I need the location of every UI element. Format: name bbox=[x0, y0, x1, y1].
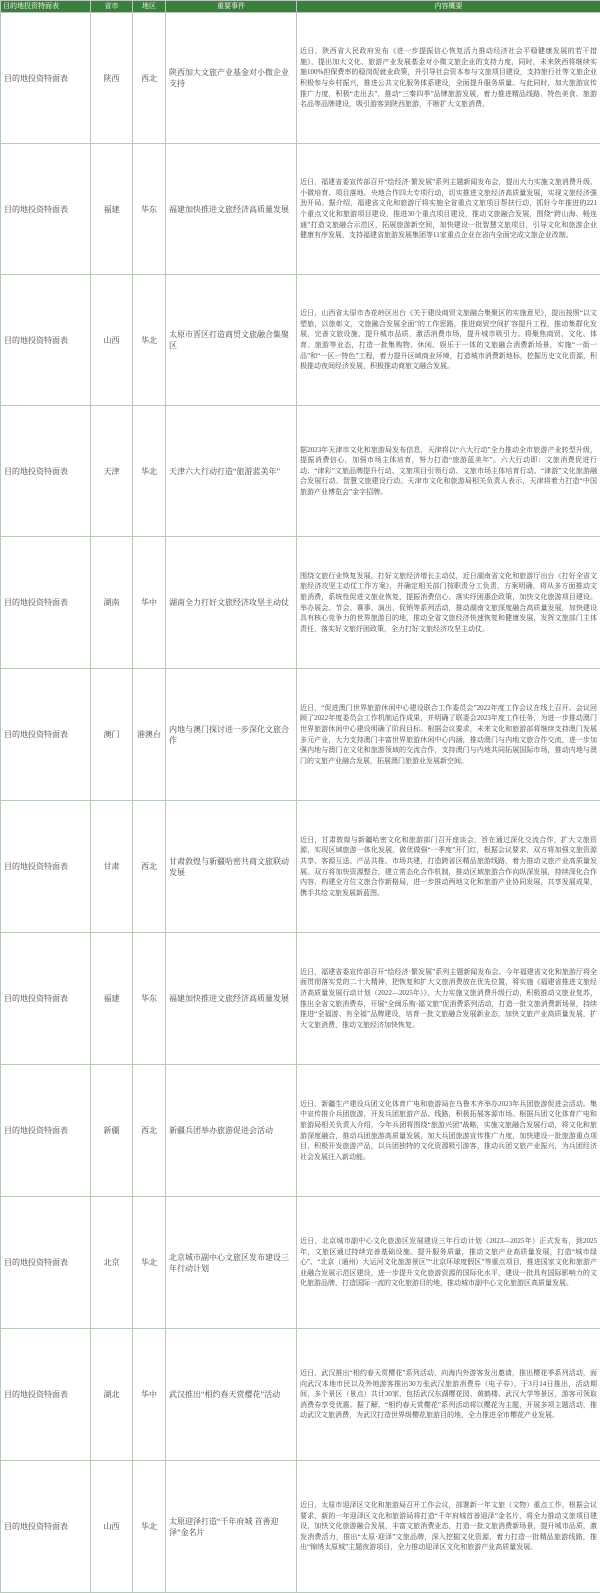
cell-province: 山西 bbox=[91, 275, 133, 406]
cell-type: 目的地投资特面表 bbox=[1, 669, 91, 801]
cell-type: 目的地投资特面表 bbox=[1, 144, 91, 275]
table-row bbox=[1, 1065, 600, 1197]
table-row bbox=[1, 144, 600, 275]
cell-event: 天津六大行动打造“旅游蓝美年” bbox=[166, 406, 297, 537]
cell-region: 华东 bbox=[133, 933, 166, 1065]
cell-province: 山西 bbox=[91, 1461, 133, 1593]
header-region: 地区 bbox=[133, 1, 166, 13]
cell-type: 目的地投资特面表 bbox=[1, 537, 91, 669]
header-summary: 内容概要 bbox=[297, 1, 600, 13]
cell-event: 太原市晋区打造商贸文旅融合集聚区 bbox=[166, 275, 297, 406]
cell-event: 北京城市副中心文旅区发布建设三年行动计划 bbox=[166, 1197, 297, 1329]
cell-province: 湖南 bbox=[91, 537, 133, 669]
cell-summary: 近日，陕西省人民政府发布《进一步提振信心恢复活力推动经济社会平稳健康发展的若干措施》，提出加大文化、旅游产业发展基金对小微文旅企业的支持力度，同时，未来陕西将继续实施100%担保费率的稳岗促就业政策，并引导社会资本参与文旅项目建设，支持旅行社等文旅企业积极参与乡村振兴，推进公共文化服务体系建设，全面提升服务质量。与此同时，加大旅游宣传推广力度，积极“走出去”，推动“三秦四季”品牌旅游发展，着力推进精品线路、特色美食、旅游名品等品牌建设，吸引游客到陕西旅游，不断扩大文旅消费。 bbox=[297, 13, 600, 144]
cell-region: 西北 bbox=[133, 801, 166, 933]
cell-type: 目的地投资特面表 bbox=[1, 13, 91, 144]
cell-type: 目的地投资特面表 bbox=[1, 1065, 91, 1197]
table-row bbox=[1, 1197, 600, 1329]
table-row bbox=[1, 13, 600, 144]
cell-province: 福建 bbox=[91, 144, 133, 275]
cell-summary: 近日，新疆生产建设兵团文化体育广电和旅游局在乌鲁木齐举办2023年兵团旅游促进会活动。集中宣传推介兵团旅游，开发兵团旅游产品、线路，积极拓展客源市场。根据兵团文化体育广电和旅游局相关负责人介绍，今年兵团将围绕“旅游兴团”战略，实施文旅融合发展行动，将文化和旅游深度融合，推动兵团旅游高质量发展，加大兵团旅游宣传推广力度，加快建设一批旅游重点项目，积极开发旅游产品，以兵团独特的文化资源吸引游客，推动兵团文旅产业振兴，为兵团经济社会发展注入新动能。 bbox=[297, 1065, 600, 1197]
cell-summary: 近日，山西省太原市杏花岭区出台《关于建设商贸文旅融合集聚区的实施意见》，提出按照“以文塑旅，以旅彰文，文旅融合发展全面”的工作思路，推进商贸空间扩容提升工程，推动集群化发展，完善文旅设施，提升城市品质，激活消费市场，提升城市吸引力。将聚焦商贸、文化、体育、旅游等业态，打造一批集购物、休闲、娱乐于一体的文旅融合消费新场景，实施“一街一品”和“一区一特色”工程，着力提升区域商业环境，打造城市消费新地标，挖掘历史文化资源，积极推动夜间经济发展，积极推动商旅文融合发展。 bbox=[297, 275, 600, 406]
table-header bbox=[1, 1, 600, 13]
cell-region: 华东 bbox=[133, 144, 166, 275]
header-type: 目的地投资特面表 bbox=[1, 1, 91, 13]
cell-event: 福建加快推进文旅经济高质量发展 bbox=[166, 933, 297, 1065]
cell-summary: 近日，福建省委宣传部召开“绘经济·繁发展”系列主题新闻发布会，提出大力实施文旅消费升级、小微培育、项目落地、央地合作四大专项行动，切实推进文旅经济高质量发展，实现文旅经济强劲开局。据介绍，福建省文化和旅游厅将实施全省重点文旅项目帮扶行动，抓好今年推进的221个重点文化和旅游项目建设，推进30个重点项目建设，推动文旅融合发展，围绕“跨山海、畅连通”打造文旅融合示范区，拓展旅游新空间，加快建设一批智慧文旅项目，引导文化和旅游企业健康有序发展，支持福建省旅游发展集团等11家重点企业在省内全面完成文旅企业改制。 bbox=[297, 144, 600, 275]
cell-type: 目的地投资特面表 bbox=[1, 406, 91, 537]
cell-region: 港澳台 bbox=[133, 669, 166, 801]
table-row bbox=[1, 1461, 600, 1593]
cell-province: 天津 bbox=[91, 406, 133, 537]
cell-event: 福建加快推进文旅经济高质量发展 bbox=[166, 144, 297, 275]
cell-region: 西北 bbox=[133, 13, 166, 144]
cell-summary: 围绕文旅行业恢复发展，打好文旅经济增长主动仗，近日湖南省文化和旅游厅出台《打好全省文旅经济攻坚主动仗工作方案》，并确定相关部门按职责分工负责，方案明确，将从多方面推动文旅消费，系统性促进文旅业恢复，提振消费信心，落实纾困惠企政策，加快文化旅游项目建设。举办展会、节会、赛事、演出、促销等系列活动，推动湖南文旅深度融合高质量发展，加快建设具有核心竞争力的世界旅游目的地，推动全省文旅经济快速恢复和健康发展，发挥文旅部门主体责任，落实好文旅纾困政策，全力打好文旅经济攻坚主动仗。 bbox=[297, 537, 600, 669]
cell-type: 目的地投资特面表 bbox=[1, 1461, 91, 1593]
table-row bbox=[1, 801, 600, 933]
table-row bbox=[1, 537, 600, 669]
cell-region: 西北 bbox=[133, 1065, 166, 1197]
cell-event: 新疆兵团举办旅游促进会活动 bbox=[166, 1065, 297, 1197]
cell-summary: 近日，甘肃敦煌与新疆哈密文化和旅游部门召开座谈会，旨在通过深化交流合作，扩大文旅资源，实现区域旅游一体化发展，做优做强“一季度”开门红，根据会议要求，双方将加强文旅资源共享、客源互送、产品共推、市场共建，打造跨省区精品旅游线路，着力推动文旅产业高质量发展。双方将加快资源整合，建立常态化合作机制，推动区域旅游合作向纵深发展，持续深化合作内容，构建全方位文旅合作新格局，进一步推动两地文化和旅游产业协同发展，共享发展成果，携手共绘文旅发展新蓝图。 bbox=[297, 801, 600, 933]
cell-event: 武汉推出“相约春天赏樱花”活动 bbox=[166, 1329, 297, 1461]
cell-province: 北京 bbox=[91, 1197, 133, 1329]
cell-region: 华北 bbox=[133, 406, 166, 537]
cell-summary: 近日，“促进澳门世界旅游休闲中心建设联合工作委员会”2022年度工作会议在线上召开。会议回顾了2022年度委员会工作机制运作成果，并明确了联委会2023年度工作任务，为进一步推动澳门世界旅游休闲中心建设明确了阶段目标。根据会议要求，未来文化和旅游部将继续支持澳门发展多元产业，大力支持澳门丰富世界旅游休闲中心内涵，推动澳门与内地文旅合作交流，进一步加强内地与澳门在文化和旅游领域的交流合作，支持澳门与内地共同拓展国际市场，推动内地与澳门的文旅产业融合发展，拓展澳门旅游业发展新空间。 bbox=[297, 669, 600, 801]
cell-type: 目的地投资特面表 bbox=[1, 1197, 91, 1329]
table-row bbox=[1, 933, 600, 1065]
header-event: 重要事件 bbox=[166, 1, 297, 13]
cell-summary: 近日，太原市迎泽区文化和旅游局召开工作会议，部署新一年文旅（文物）重点工作，根据会议要求，新的一年迎泽区文化和旅游局将打造“千年府城首善迎泽”金名片，将全力推动文旅项目建设，加快文化旅游融合发展，丰富文旅消费业态，打造一批文旅消费新场景，提升城市品质，激发消费活力，推出“太原·迎泽”文旅品牌，深入挖掘文化资源，着力打造一批精品旅游线路，推出“锦绣太原城”主题夜游项目，全力推动迎泽区文化和旅游产业高质量发展。 bbox=[297, 1461, 600, 1593]
cell-province: 陕西 bbox=[91, 13, 133, 144]
table-row bbox=[1, 275, 600, 406]
header-province: 省市 bbox=[91, 1, 133, 13]
cell-region: 华北 bbox=[133, 1461, 166, 1593]
cell-event: 内地与澳门探讨进一步深化文旅合作 bbox=[166, 669, 297, 801]
cell-province: 甘肃 bbox=[91, 801, 133, 933]
cell-province: 新疆 bbox=[91, 1065, 133, 1197]
cell-region: 华中 bbox=[133, 1329, 166, 1461]
cell-type: 目的地投资特面表 bbox=[1, 275, 91, 406]
cell-event: 陕西加大文旅产业基金对小微企业支持 bbox=[166, 13, 297, 144]
cell-region: 华中 bbox=[133, 537, 166, 669]
cell-province: 澳门 bbox=[91, 669, 133, 801]
table-row bbox=[1, 406, 600, 537]
cell-region: 华北 bbox=[133, 1197, 166, 1329]
table-row bbox=[1, 669, 600, 801]
cell-summary: 近日，福建省委宣传部召开“绘经济·繁发展”系列主题新闻发布会。今年福建省文化和旅游厅将全面贯彻落实党的二十大精神，把恢复和扩大文旅消费放在优先位置，将实施《福建省推进文旅经济高质量发展行动计划（2022—2025年）》，大力实施文旅消费升级行动，积极推动文旅业复苏，推出全省文旅消费券，开展“全闽乐购·福文旅”促消费系列活动，打造一批文旅消费新场景，持续推进“全福游、有全福”品牌建设，培育一批文旅融合发展新业态，加快文旅产业高质量发展，扩大文旅消费，推动文旅经济加快恢复。 bbox=[297, 933, 600, 1065]
cell-summary: 近日，北京城市副中心文化旅游区发展建设三年行动计划（2023—2025年）正式发布，到2025年，文旅区通过持续完善基础设施、提升服务质量，推动文旅产业高质量发展，打造“城市绿心”、“北京（通州）大运河文化旅游景区”“北京环球度假区”等重点项目，推进国家文化和旅游产业融合发展示范区建设，进一步提升文化旅游资源的国际化水平，建设一批具有国际影响力的文化旅游品牌，打造国际一流的文化旅游目的地，推动城市副中心文化旅游区高质量发展。 bbox=[297, 1197, 600, 1329]
cell-province: 湖北 bbox=[91, 1329, 133, 1461]
table-row bbox=[1, 1329, 600, 1461]
cell-event: 太原迎泽打造“千年府城 首善迎泽”金名片 bbox=[166, 1461, 297, 1593]
cell-type: 目的地投资特面表 bbox=[1, 801, 91, 933]
cell-event: 湖南全力打好文旅经济攻坚主动仗 bbox=[166, 537, 297, 669]
cell-province: 福建 bbox=[91, 933, 133, 1065]
cell-summary: 据2023年天津市文化和旅游局发布信息，天津将以“六大行动”全力推动全市旅游产业转型升级，提振消费信心，加强市场主体培育，努力打造“旅游蓝美年”。六大行动即：文旅消费促进行动、“津彩”文旅品牌提升行动、文旅项目引领行动、文旅市场主体培育行动、“津游”文化旅游融合发展行动、智慧文旅建设行动。天津市文化和旅游局相关负责人表示，天津将着力打造“中国旅游产业博览会”金字招牌。 bbox=[297, 406, 600, 537]
cell-type: 目的地投资特面表 bbox=[1, 933, 91, 1065]
cell-summary: 近日，武汉推出“相约春天赏樱花”系列活动，向海内外游客发出邀请，推出樱花季系列活动，面向武汉本地市民以及外地游客推出30万张武汉旅游消费券（电子券），于3月14日推出，活动期间，多个景区（景点）共计30家，包括武汉东湖樱花园、黄鹤楼、武汉大学等景区，游客可领取消费券享受优惠。据了解，“相约春天赏樱花”系列活动将以樱花为主题，开展多项主题活动，推动武汉文旅消费，为武汉打造世界级樱花旅游目的地，全力推进全市樱花产业发展。 bbox=[297, 1329, 600, 1461]
cell-region: 华北 bbox=[133, 275, 166, 406]
cell-event: 甘肃敦煌与新疆哈密共商文旅联动发展 bbox=[166, 801, 297, 933]
cell-type: 目的地投资特面表 bbox=[1, 1329, 91, 1461]
